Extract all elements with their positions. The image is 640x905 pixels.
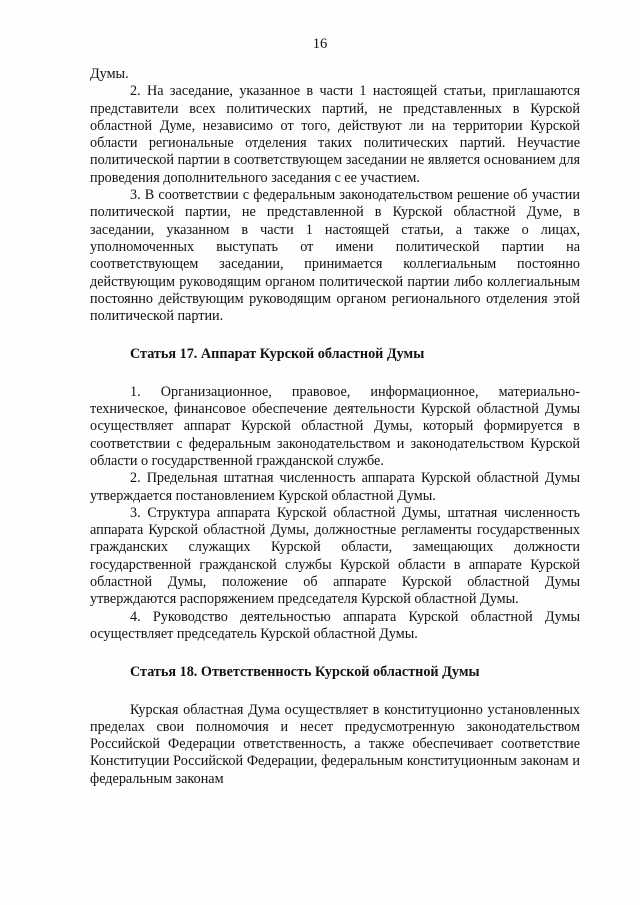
document-body [90, 66, 580, 788]
article-17-part-3: 3. Структура аппарата Курской областной Думы, штатная численность аппарата Курской областной Думы, должностные регламенты государственных гражданских служащих Курской области, замещающих должности государственной гражданской службы Курской области в аппарате Курской областной Думы, положение об аппарате Курской областной Думы утверждаются распоряжением председателя Курской областной Думы. [90, 504, 580, 608]
article-17-part-2: 2. Предельная штатная численность аппарата Курской областной Думы утверждается постановлением Курской областной Думы. [90, 470, 580, 504]
article-18-heading: Статья 18. Ответственность Курской областной Думы [130, 664, 480, 681]
article-17-part-1: 1. Организационное, правовое, информационное, материально-техническое, финансовое обеспечение деятельности Курской областной Думы осуществляет аппарат Курской областной Думы, который формируется в соответствии с федеральным законодательством и законодательством Курской области о государственной гражданской службе. [90, 383, 580, 469]
paragraph-continuation: Думы. [90, 66, 129, 82]
article-17-part-4: 4. Руководство деятельностью аппарата Курской областной Думы осуществляет председатель Курской областной Думы. [90, 608, 580, 642]
page-number: 16 [312, 36, 328, 52]
article-16-part-3: 3. В соответствии с федеральным законодательством решение об участии политической партии, не представленной в Курской областной Думе, в заседании, указанном в части 1 настоящей статьи, а также о лицах, уполномоченных выступать от имени политической партии на соответствующем заседании, принимается коллегиальным постоянно действующим руководящим органом политической партии либо коллегиальным постоянно действующим руководящим органом регионального отделения этой политической партии. [90, 187, 580, 325]
article-18-text: Курская областная Дума осуществляет в конституционно установленных пределах свои полномочия и несет предусмотренную законодательством Российской Федерации ответственность, а также обеспечивает соответствие Конституции Российской Федерации, федеральным конституционным законам и федеральным законам [90, 701, 580, 787]
article-17-heading: Статья 17. Аппарат Курской областной Думы [130, 346, 425, 363]
article-16-part-2: 2. На заседание, указанное в части 1 настоящей статьи, приглашаются представители всех политических партий, не представленных в Курской областной Думе, независимо от того, действуют ли на территории Курской области региональные отделения таких политических партий. Неучастие политической партии в соответствующем заседании не является основанием для проведения дополнительного заседания с ее участием. [90, 83, 580, 186]
